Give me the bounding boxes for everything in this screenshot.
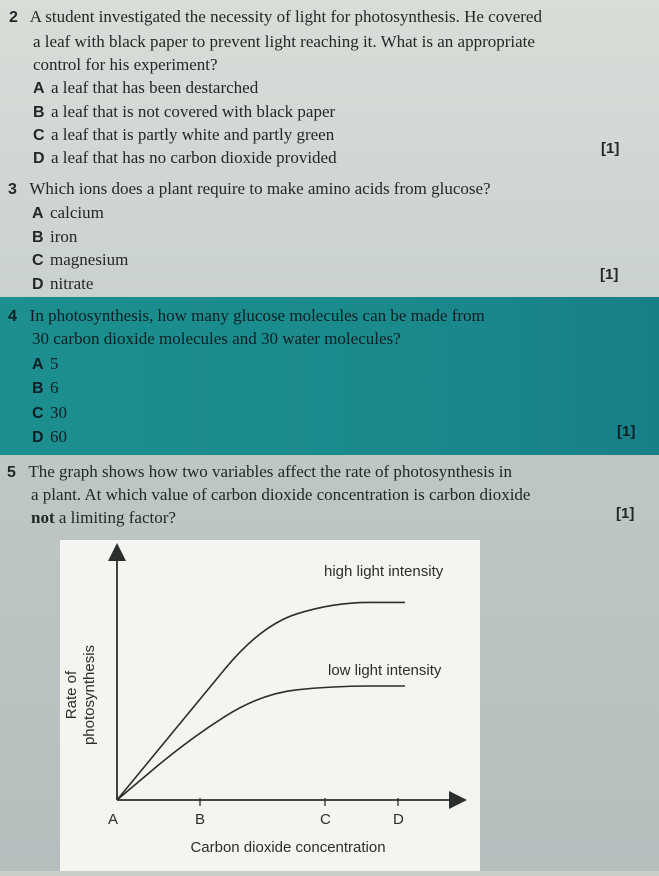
option-letter: C — [32, 252, 44, 269]
question-5-line-3 — [31, 508, 176, 528]
question-4-line-1 — [8, 306, 485, 326]
question-4-mark: [1] — [617, 423, 636, 440]
option-text: magnesium — [50, 250, 129, 269]
question-stem: In photosynthesis, how many glucose molecules can be made from — [29, 306, 485, 325]
question-number: 5 — [7, 464, 16, 481]
question-5-mark: [1] — [616, 505, 635, 522]
option-b[interactable] — [33, 102, 335, 122]
option-letter: B — [33, 104, 45, 121]
option-d[interactable] — [32, 274, 93, 294]
option-a[interactable] — [32, 203, 104, 223]
question-5-line-1 — [7, 462, 512, 482]
option-c[interactable] — [32, 403, 67, 423]
graph-panel — [60, 540, 480, 871]
option-text: 30 — [50, 403, 67, 422]
option-b[interactable] — [32, 378, 59, 398]
question-stem: The graph shows how two variables affect the rate of photosynthesis in — [28, 462, 512, 481]
option-letter: B — [32, 229, 44, 246]
curve-low-label: low light intensity — [328, 662, 442, 679]
option-a[interactable] — [33, 78, 258, 98]
option-text: nitrate — [50, 274, 94, 293]
rate-graph — [60, 540, 480, 871]
option-letter: A — [32, 205, 44, 222]
option-letter: D — [32, 276, 44, 293]
question-2-mark: [1] — [601, 140, 620, 157]
question-number: 3 — [8, 181, 17, 198]
curve-high-light — [117, 602, 405, 800]
question-3-mark: [1] — [600, 266, 619, 283]
option-text: 60 — [50, 427, 67, 446]
question-2-line-2: a leaf with black paper to prevent light reaching it. What is an appropriate — [33, 32, 535, 51]
emphasis-not: not — [31, 508, 55, 527]
option-text: a leaf that is partly white and partly green — [51, 125, 335, 144]
option-letter: D — [32, 429, 44, 446]
option-letter: A — [32, 356, 44, 373]
question-stem: Which ions does a plant require to make amino acids from glucose? — [29, 179, 491, 198]
option-letter: D — [33, 150, 45, 167]
option-letter: C — [33, 127, 45, 144]
option-text: 6 — [50, 378, 59, 397]
question-2-line-1 — [9, 7, 542, 27]
question-4-line-2: 30 carbon dioxide molecules and 30 water molecules? — [32, 329, 401, 348]
x-marker-c: C — [320, 811, 331, 828]
question-5-line-2: a plant. At which value of carbon dioxide concentration is carbon dioxide — [31, 485, 531, 504]
question-number: 2 — [9, 9, 18, 26]
question-2-line-3: control for his experiment? — [33, 55, 218, 74]
option-text: a leaf that is not covered with black paper — [51, 102, 336, 121]
x-marker-b: B — [195, 811, 206, 828]
option-b[interactable] — [32, 227, 77, 247]
option-c[interactable] — [32, 250, 128, 270]
option-letter: C — [32, 405, 44, 422]
option-a[interactable] — [32, 354, 59, 374]
x-axis-label: Carbon dioxide concentration — [190, 839, 386, 856]
option-c[interactable] — [33, 125, 334, 145]
option-letter: B — [32, 380, 44, 397]
x-marker-d: D — [393, 811, 404, 828]
x-marker-a: A — [108, 811, 119, 828]
y-axis-label-line-1: Rate of — [63, 670, 80, 720]
option-text: a leaf that has no carbon dioxide provided — [51, 148, 337, 167]
option-text: calcium — [50, 203, 104, 222]
y-axis-label-line-2: photosynthesis — [81, 644, 98, 746]
option-d[interactable] — [33, 148, 337, 168]
question-stem: a limiting factor? — [54, 508, 176, 527]
option-text: a leaf that has been destarched — [51, 78, 259, 97]
option-text: iron — [50, 227, 78, 246]
curve-high-label: high light intensity — [324, 563, 444, 580]
question-3-line-1 — [8, 179, 491, 199]
option-d[interactable] — [32, 427, 67, 447]
question-stem: A student investigated the necessity of light for photosynthesis. He covered — [29, 7, 542, 26]
question-number: 4 — [8, 308, 17, 325]
curve-low-light — [117, 686, 405, 800]
option-letter: A — [33, 80, 45, 97]
option-text: 5 — [50, 354, 59, 373]
